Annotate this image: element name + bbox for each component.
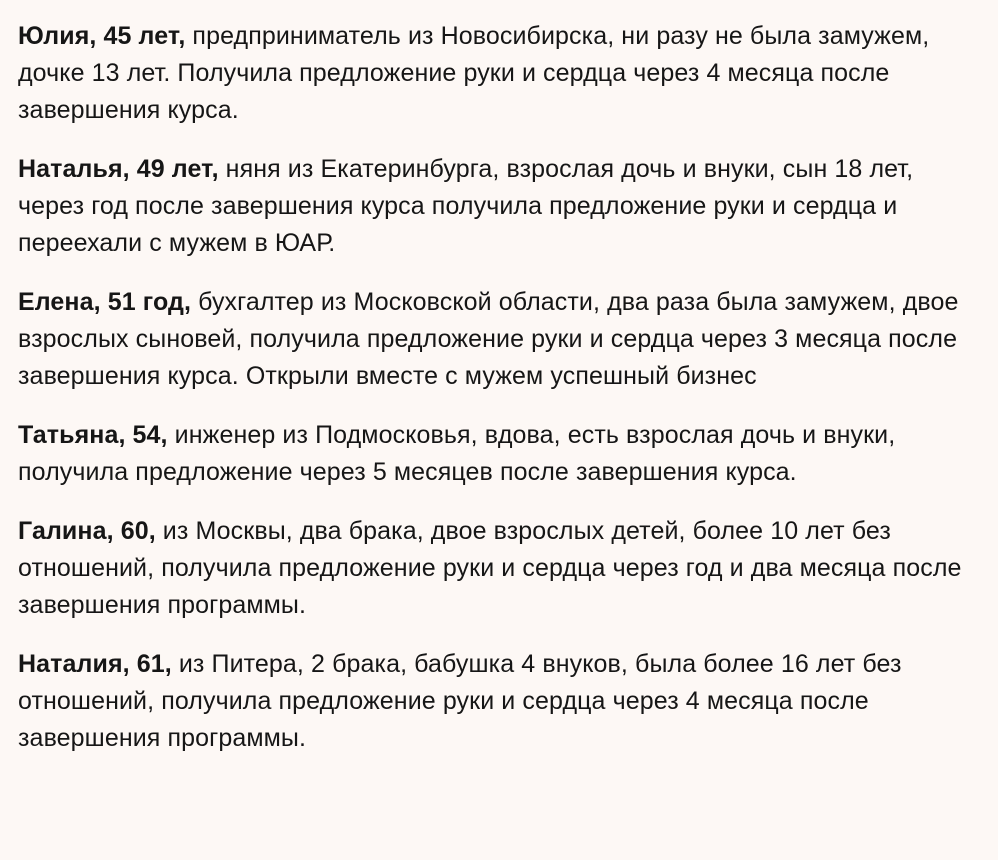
testimonial-entry bbox=[18, 151, 978, 262]
testimonials-document bbox=[18, 18, 978, 779]
testimonial-entry bbox=[18, 284, 978, 395]
testimonial-text: из Москвы, два брака, двое взрослых детей, более 10 лет без отношений, получила предложение руки и сердца через год и два месяца после завершения программы. bbox=[18, 517, 962, 619]
testimonial-text: предприниматель из Новосибирска, ни разу не была замужем, дочке 13 лет. Получила предложение руки и сердца через 4 месяца после завершения курса. bbox=[18, 22, 930, 124]
testimonial-entry bbox=[18, 513, 978, 624]
testimonial-entry bbox=[18, 417, 978, 491]
testimonial-name: Наталья, 49 лет, bbox=[18, 155, 219, 183]
testimonial-text: из Питера, 2 брака, бабушка 4 внуков, была более 16 лет без отношений, получила предложение руки и сердца через 4 месяца после завершения программы. bbox=[18, 650, 902, 752]
testimonial-name: Наталия, 61, bbox=[18, 650, 172, 678]
testimonial-text: инженер из Подмосковья, вдова, есть взрослая дочь и внуки, получила предложение через 5 месяцев после завершения курса. bbox=[18, 421, 896, 486]
testimonial-name: Юлия, 45 лет, bbox=[18, 22, 186, 50]
testimonial-text: бухгалтер из Московской области, два раза была замужем, двое взрослых сыновей, получила предложение руки и сердца через 3 месяца после завершения курса. Открыли вместе с мужем успешный бизнес bbox=[18, 288, 959, 390]
testimonial-entry bbox=[18, 18, 978, 129]
testimonial-name: Татьяна, 54, bbox=[18, 421, 168, 449]
testimonial-text: няня из Екатеринбурга, взрослая дочь и внуки, сын 18 лет, через год после завершения курса получила предложение руки и сердца и переехали с мужем в ЮАР. bbox=[18, 155, 914, 257]
testimonial-entry bbox=[18, 646, 978, 757]
testimonial-name: Галина, 60, bbox=[18, 517, 156, 545]
testimonial-name: Елена, 51 год, bbox=[18, 288, 192, 316]
